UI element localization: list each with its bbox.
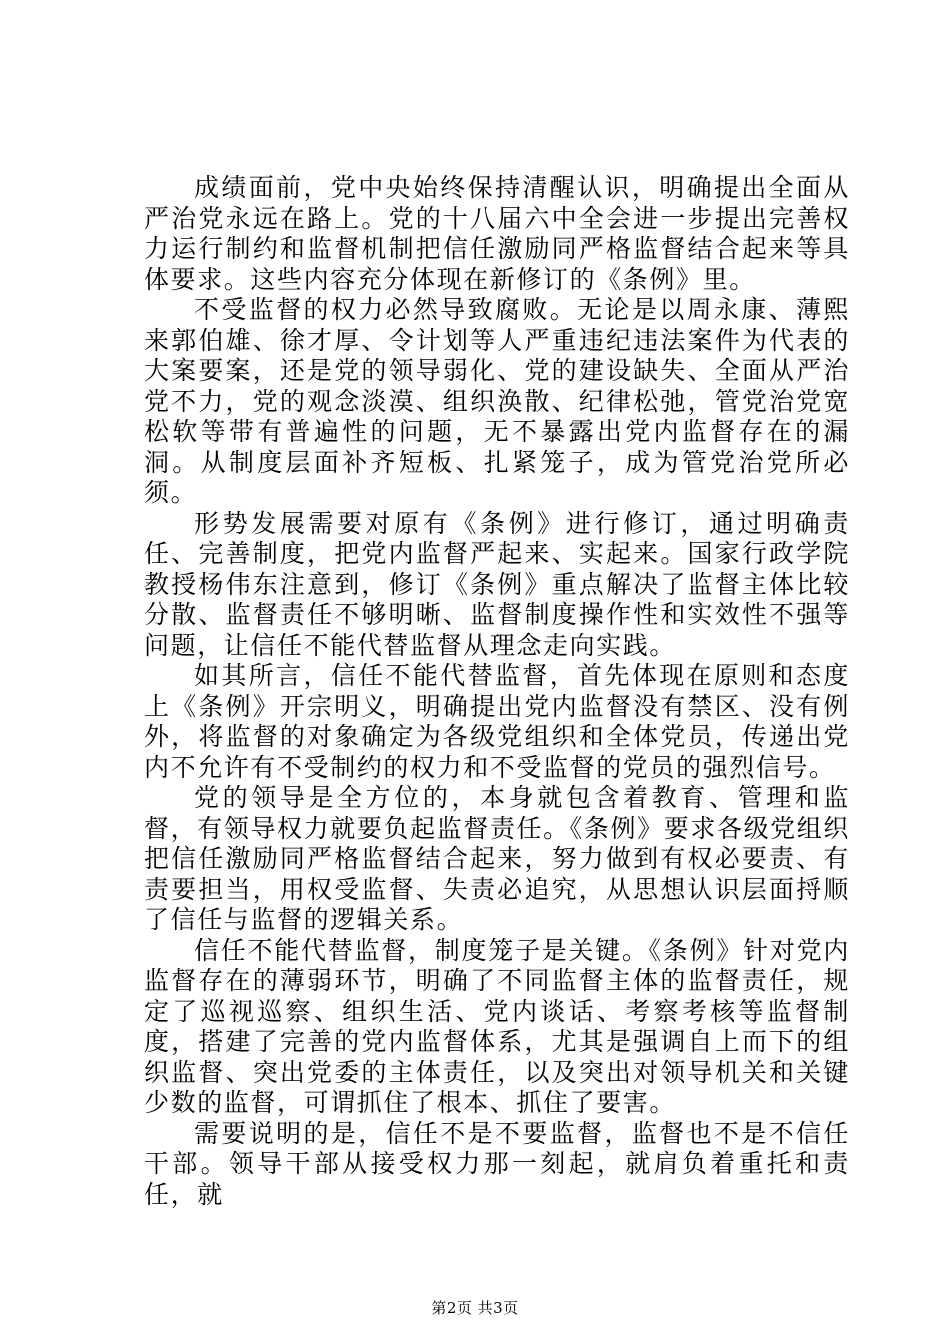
paragraph-3: 形势发展需要对原有《条例》进行修订，通过明确责任、完善制度，把党内监督严起来、实起来。国家行政学院教授杨伟东注意到，修订《条例》重点解决了监督主体比较分散、监督责任不够明晰、监督制度操作性和实效性不强等问题，让信任不能代替监督从理念走向实践。 bbox=[144, 508, 850, 660]
paragraph-1: 成绩面前，党中央始终保持清醒认识，明确提出全面从严治党永远在路上。党的十八届六中全会进一步提出完善权力运行制约和监督机制把信任激励同严格监督结合起来等具体要求。这些内容充分体现在新修订的《条例》里。 bbox=[144, 173, 850, 294]
page-number-footer: 第2页 共3页 bbox=[431, 1299, 519, 1317]
paragraph-6: 信任不能代替监督，制度笼子是关键。《条例》针对党内监督存在的薄弱环节，明确了不同监督主体的监督责任，规定了巡视巡察、组织生活、党内谈话、考察考核等监督制度，搭建了完善的党内监督体系，尤其是强调自上而下的组织监督、突出党委的主体责任，以及突出对领导机关和关键少数的监督，可谓抓住了根本、抓住了要害。 bbox=[144, 935, 850, 1117]
paragraph-7: 需要说明的是，信任不是不要监督，监督也不是不信任干部。领导干部从接受权力那一刻起，就肩负着重托和责任，就 bbox=[144, 1118, 850, 1209]
paragraph-5: 党的领导是全方位的，本身就包含着教育、管理和监督，有领导权力就要负起监督责任。《条例》要求各级党组织把信任激励同严格监督结合起来，努力做到有权必要责、有责要担当，用权受监督、失责必追究，从思想认识层面捋顺了信任与监督的逻辑关系。 bbox=[144, 783, 850, 934]
paragraph-2: 不受监督的权力必然导致腐败。无论是以周永康、薄熙来郭伯雄、徐才厚、令计划等人严重违纪违法案件为代表的大案要案，还是党的领导弱化、党的建设缺失、全面从严治党不力，党的观念淡漠、组织涣散、纪律松弛，管党治党宽松软等带有普遍性的问题，无不暴露出党内监督存在的漏洞。从制度层面补齐短板、扎紧笼子，成为管党治党所必须。 bbox=[144, 295, 850, 507]
paragraph-4: 如其所言，信任不能代替监督，首先体现在原则和态度上《条例》开宗明义，明确提出党内监督没有禁区、没有例外，将监督的对象确定为各级党组织和全体党员，传递出党内不允许有不受制约的权力和不受监督的党员的强烈信号。 bbox=[144, 661, 850, 782]
document-body bbox=[144, 173, 850, 1210]
